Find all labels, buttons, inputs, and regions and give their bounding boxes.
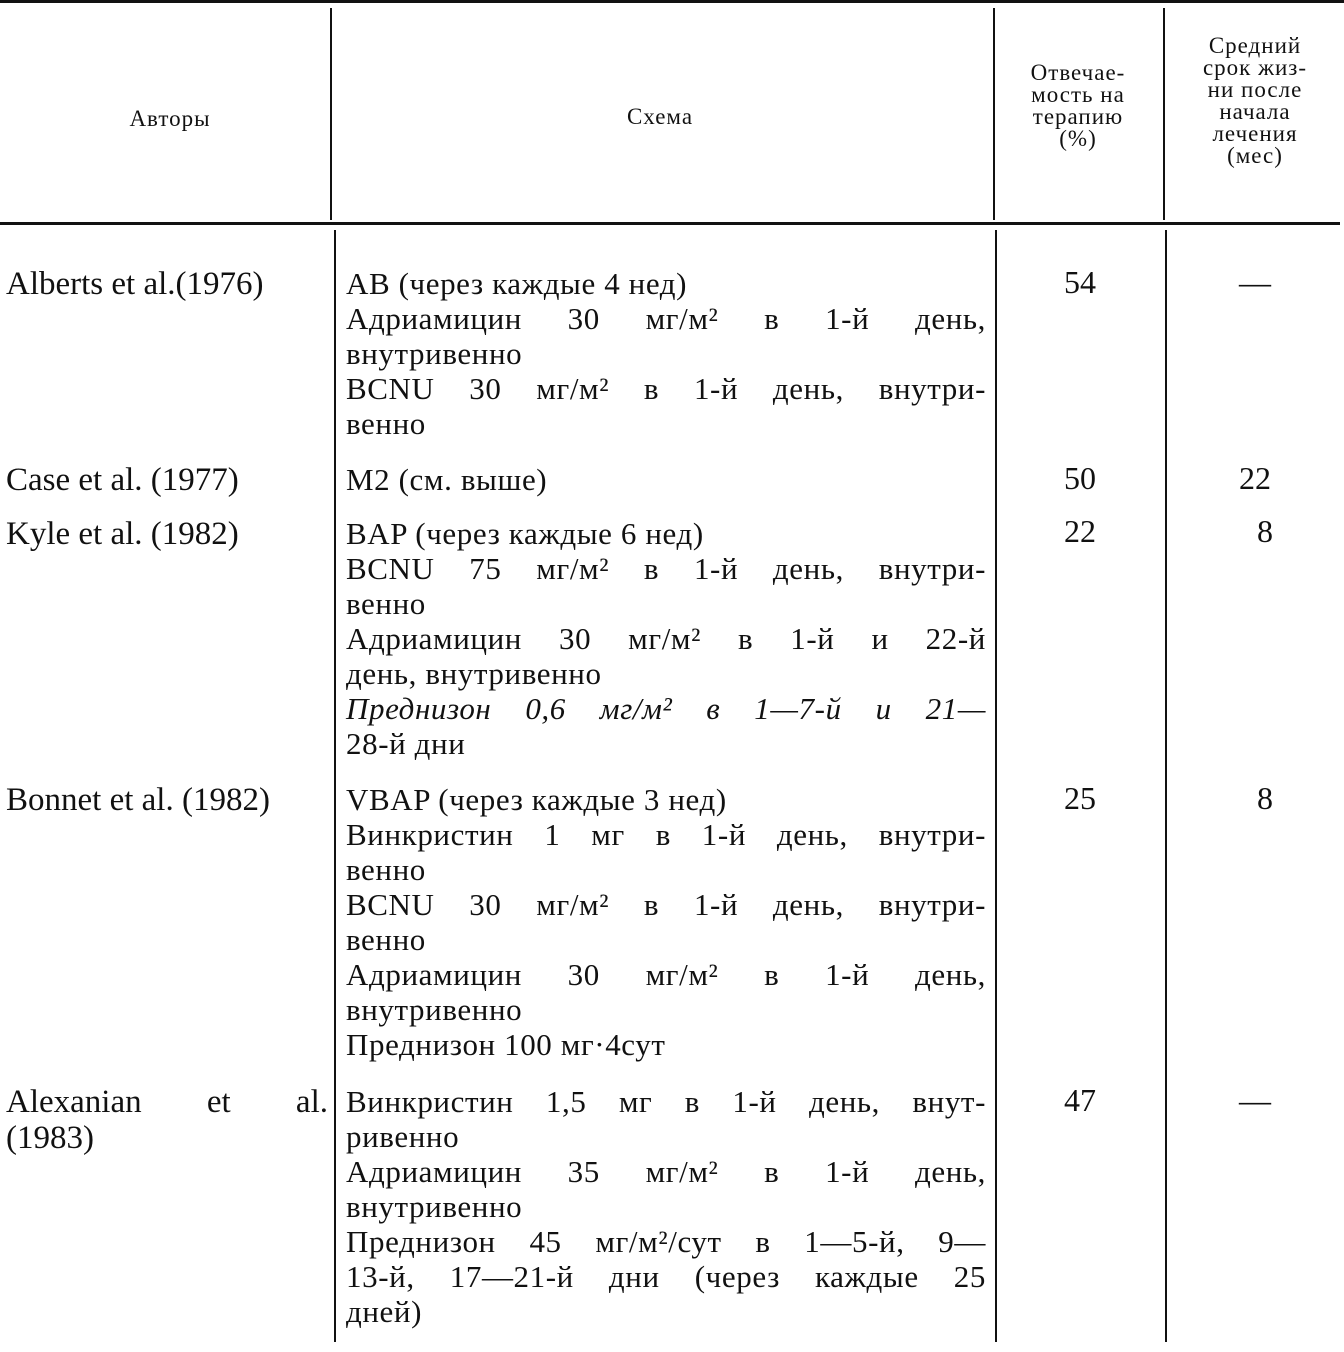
header-survival-line-1: Средний [1208,33,1302,58]
body-divider-3 [1165,230,1167,1342]
scheme-line: VBAP (через каждые 3 нед) [346,782,727,817]
row-author [6,1084,328,1156]
scheme-line: Адриамицин 30 мг/м² в 1-й день, [346,957,986,992]
scheme-line: Винкристин 1 мг в 1-й день, внутри- [346,817,986,852]
scheme-line: Преднизон 0,6 мг/м² в 1—7-й и 21— [346,691,986,726]
row-survival: — [1239,1082,1271,1118]
row-scheme [346,516,986,761]
row-response: 54 [1064,264,1096,300]
scheme-line: день, внутривенно [346,656,602,691]
row-scheme [346,266,986,441]
row-survival: 8 [1257,513,1273,549]
row-response: 25 [1064,780,1096,816]
row-scheme [346,1084,986,1329]
body-divider-1 [334,230,336,1342]
scheme-line: 13-й, 17—21-й дни (через каждые 25 [346,1259,986,1294]
header-response [998,62,1158,150]
scheme-line: Адриамицин 35 мг/м² в 1-й день, [346,1154,986,1189]
row-survival: — [1239,264,1271,300]
scheme-line: венно [346,586,426,621]
scheme-line: BAP (через каждые 6 нед) [346,516,704,551]
header-scheme: Схема [626,104,694,129]
scheme-line: внутривенно [346,992,523,1027]
author-line: Bonnet et al. (1982) [6,782,270,818]
scheme-line: BCNU 30 мг/м² в 1-й день, внутри- [346,887,986,922]
row-scheme [346,782,986,1062]
header-survival-line-5: лечения [1212,121,1298,146]
row-response: 50 [1064,460,1096,496]
row-survival: 22 [1239,460,1271,496]
header-survival-line-4: начала [1219,99,1291,124]
header-response-line-2: мость на [1031,82,1125,107]
row-scheme [346,462,986,497]
row-response: 22 [1064,513,1096,549]
scheme-line: М2 (см. выше) [346,462,548,497]
header-survival-line-2: срок жиз- [1202,55,1308,80]
row-author [6,516,328,552]
scheme-line: Винкристин 1,5 мг в 1-й день, внут- [346,1084,986,1119]
scheme-line: BCNU 75 мг/м² в 1-й день, внутри- [346,551,986,586]
row-author [6,782,328,818]
row-survival: 8 [1257,780,1273,816]
header-survival [1170,35,1340,167]
body-divider-2 [995,230,997,1342]
scheme-line: внутривенно [346,336,523,371]
scheme-line: Адриамицин 30 мг/м² в 1-й и 22-й [346,621,986,656]
author-line: Alexanian et al. [6,1084,328,1120]
header-response-line-4: (%) [1059,126,1097,151]
scheme-line: венно [346,852,426,887]
header-response-line-3: терапию [1032,104,1124,129]
header-response-line-1: Отвечае- [1030,60,1126,85]
header-bottom-rule [0,222,1340,225]
scheme-line: AB (через каждые 4 нед) [346,266,688,301]
row-author [6,266,328,302]
header-divider-2 [993,8,995,220]
author-line: Case et al. (1977) [6,462,239,498]
header-divider-1 [330,8,332,220]
header-survival-line-3: ни после [1207,77,1303,102]
row-author [6,462,328,498]
author-line: Alberts et al.(1976) [6,266,264,302]
scheme-line: Преднизон 100 мг·4сут [346,1027,666,1062]
scheme-line: BCNU 30 мг/м² в 1-й день, внутри- [346,371,986,406]
header-authors: Авторы [129,106,211,131]
header-divider-3 [1163,8,1165,220]
author-line: (1983) [6,1120,94,1156]
scheme-line: ривенно [346,1119,460,1154]
scheme-line: внутривенно [346,1189,523,1224]
scheme-line: дней) [346,1294,423,1329]
row-response: 47 [1064,1082,1096,1118]
scheme-line: 28-й дни [346,726,466,761]
scheme-line: Преднизон 45 мг/м²/сут в 1—5-й, 9— [346,1224,986,1259]
header-survival-line-6: (мес) [1227,143,1283,168]
scheme-line: венно [346,922,426,957]
top-rule [0,0,1344,3]
author-line: Kyle et al. (1982) [6,516,239,552]
scheme-line: венно [346,406,426,441]
scheme-line: Адриамицин 30 мг/м² в 1-й день, [346,301,986,336]
